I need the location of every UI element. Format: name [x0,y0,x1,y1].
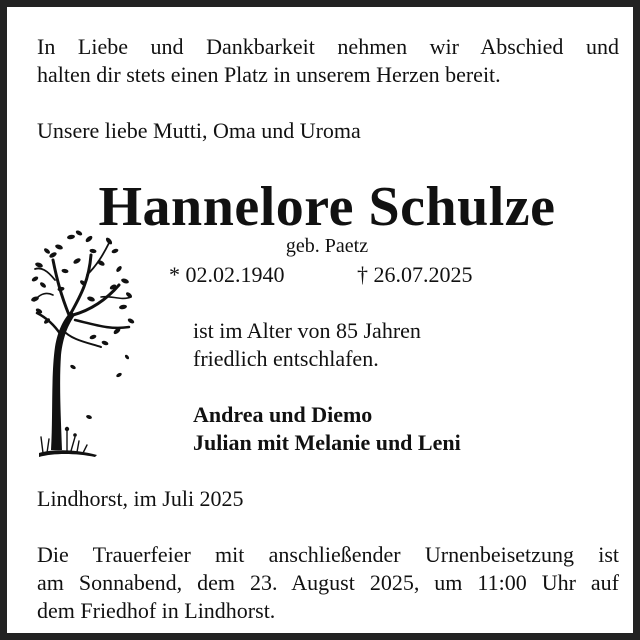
birth-name: geb. Paetz [285,235,369,257]
deceased-name: Hannelore Schulze [98,176,556,238]
tree-icon [31,225,135,467]
funeral-line-2: am Sonnabend, dem 23. August 2025, um 11:00 Uhr auf [37,570,619,595]
age-line-2: friedlich entschlafen. [193,346,379,371]
mourners-line-2: Julian mit Melanie und Leni [193,430,461,455]
birth-date: * 02.02.1940 [169,262,285,287]
mourners [193,401,461,457]
family-intro: Unsere liebe Mutti, Oma und Uroma [37,118,361,143]
age-text [193,317,421,373]
intro-line-2: halten dir stets einen Platz in unserem Herzen bereit. [37,62,501,87]
age-line-1: ist im Alter von 85 Jahren [193,318,421,343]
death-date: † 26.07.2025 [357,262,473,287]
funeral-line-1: Die Trauerfeier mit anschließender Urnenbeisetzung ist [37,542,619,567]
place-date: Lindhorst, im Juli 2025 [37,486,244,511]
intro-line-1: In Liebe und Dankbarkeit nehmen wir Abschied und [37,34,619,59]
funeral-line-3: dem Friedhof in Lindhorst. [37,598,276,623]
mourners-line-1: Andrea und Diemo [193,402,373,427]
funeral-text [37,541,619,625]
intro-text [37,33,619,89]
